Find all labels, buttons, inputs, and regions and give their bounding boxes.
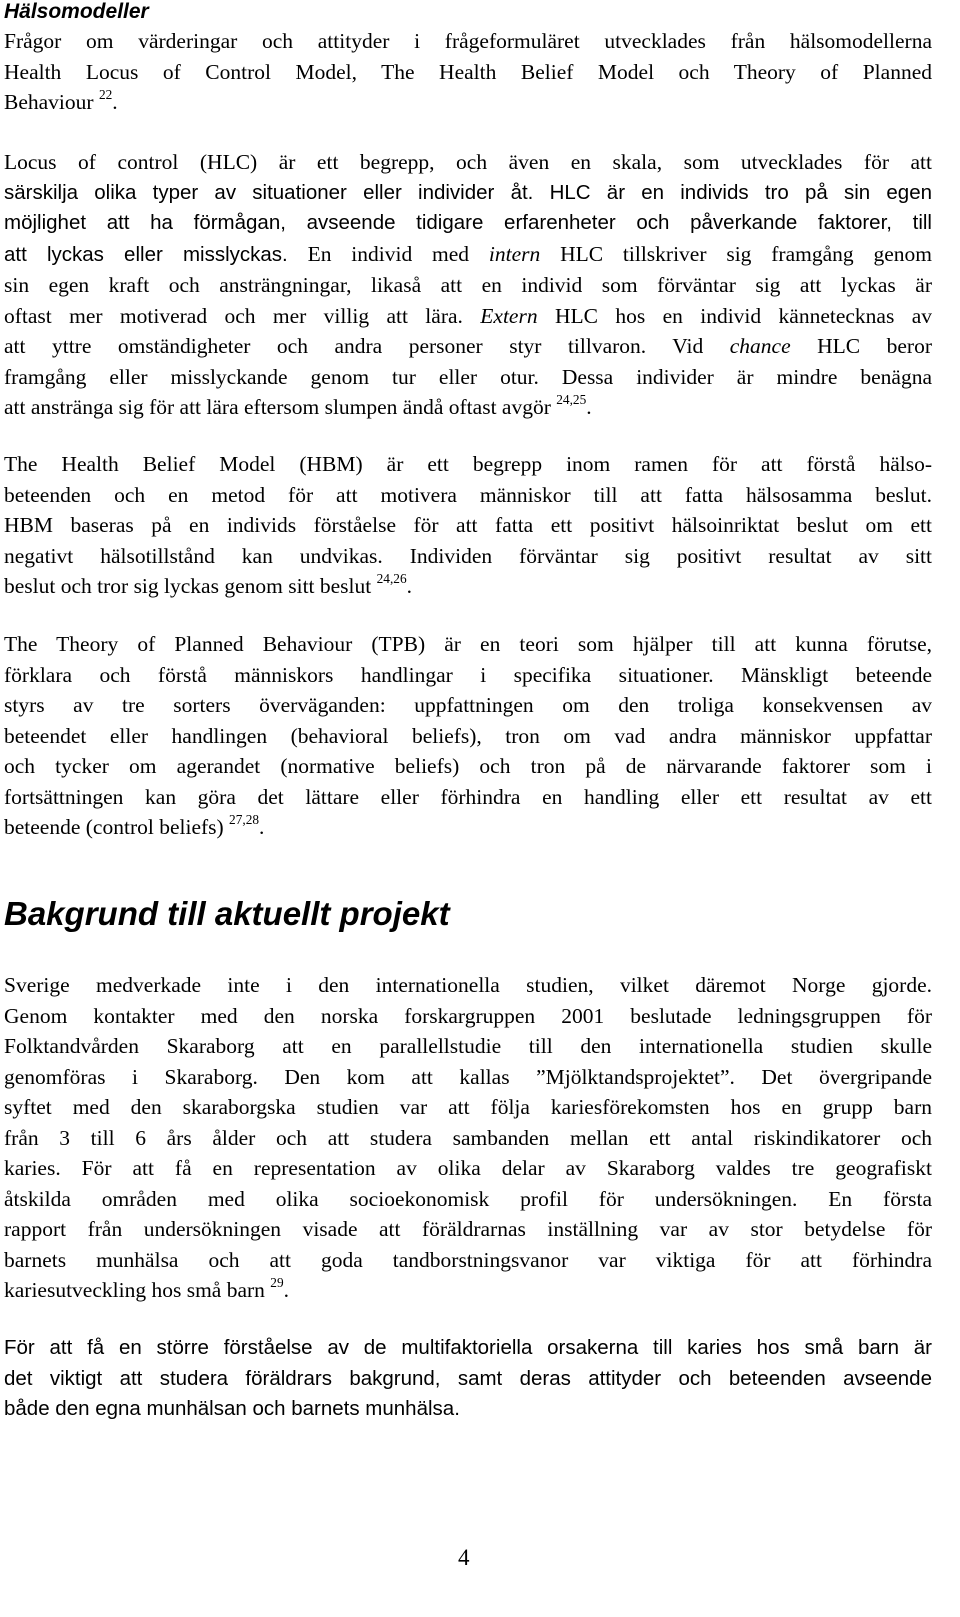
text-line: och tycker om agerandet (normative beliefs) och tron på de närvarande faktorer som i [4, 754, 932, 778]
text-line [4, 301, 932, 332]
text-line: framgång eller misslyckande genom tur eller otur. Dessa individer är mindre benägna [4, 364, 932, 389]
citation-superscript: 24,25 [556, 392, 587, 408]
heading-text: Bakgrund till aktuellt projekt [4, 895, 450, 932]
text-span: . [259, 815, 265, 839]
citation-superscript: 22 [98, 87, 113, 103]
text-line: negativt hälsotillstånd kan undvikas. Individen förväntar sig positivt resultat av sitt [4, 543, 932, 568]
text-line [4, 392, 932, 423]
text-line: barnets munhälsa och att goda tandborstningsvanor var viktiga för att förhindra [4, 1247, 932, 1272]
text-line: rapport från undersökningen visade att föräldrarnas inställning var av stor betydelse för [4, 1217, 932, 1241]
text-line: både den egna munhälsan och barnets munhälsa. [4, 1397, 460, 1420]
text-span: . [112, 90, 118, 114]
text-span: beslut och tror sig lyckas genom sitt beslut [4, 574, 377, 598]
text-span: beteende (control beliefs) [4, 815, 230, 839]
text-line: För att få en större förståelse av de multifaktoriella orsakerna till karies hos små barn är [4, 1336, 932, 1359]
text-line: Locus of control (HLC) är ett begrepp, och även en skala, som utvecklades för att [4, 150, 932, 174]
text-line: från 3 till 6 års ålder och att studera sambanden mellan ett antal riskindikatorer och [4, 1125, 932, 1150]
text-line: Frågor om värderingar och attityder i frågeformuläret utvecklades från hälsomodellerna [4, 29, 932, 53]
text-line: möjlighet att ha förmågan, avseende tidigare erfarenheter och påverkande faktorer, till [4, 211, 932, 234]
paragraph-intro [4, 26, 932, 118]
text-span: Behaviour [4, 90, 99, 114]
text-line: HBM baseras på en individs förståelse för att fatta ett positivt hälsoinriktat beslut om ett [4, 513, 932, 537]
text-span: att anstränga sig för att lära eftersom slumpen ändå oftast avgör [4, 395, 557, 419]
text-line [4, 571, 932, 602]
text-span: . [586, 395, 592, 419]
emphasis-text: Extern [480, 303, 538, 328]
emphasis-text: intern [488, 241, 541, 266]
paragraph-bakgrund [4, 970, 932, 1306]
citation-superscript: 29 [270, 1275, 284, 1291]
text-span: att yttre omständigheter och andra personer styr tillvaron. Vid [4, 334, 730, 358]
text-span: HLC beror [790, 334, 932, 358]
text-line [4, 812, 932, 843]
text-line: Genom kontakter med den norska forskargruppen 2001 beslutade ledningsgruppen för [4, 1003, 932, 1028]
text-line: syftet med den skaraborgska studien var att följa kariesförekomsten hos en grupp barn [4, 1095, 932, 1119]
section-heading-bakgrund [4, 894, 932, 934]
text-line: The Health Belief Model (HBM) är ett begrepp inom ramen för att förstå hälso- [4, 452, 932, 476]
paragraph-orsaker [4, 1333, 932, 1425]
text-line: Folktandvården Skaraborg att en parallellstudie till den internationella studien skulle [4, 1034, 932, 1058]
citation-superscript: 27,28 [229, 812, 260, 828]
citation-superscript: 24,26 [376, 571, 407, 587]
paragraph-hlc [4, 147, 932, 423]
paragraph-tpb [4, 629, 932, 843]
heading-text: Hälsomodeller [4, 0, 149, 23]
text-line: Health Locus of Control Model, The Health Belief Model och Theory of Planned [4, 59, 932, 84]
text-span: att lyckas eller misslyckas. [4, 242, 288, 266]
text-line: sin egen kraft och ansträngningar, likaså att en individ som förväntar sig att lyckas är [4, 273, 932, 297]
text-span: kariesutveckling hos små barn [4, 1278, 271, 1302]
text-line: fortsättningen kan göra det lättare eller förhindra en handling eller ett resultat av ett [4, 784, 932, 809]
text-line: The Theory of Planned Behaviour (TPB) är en teori som hjälper till att kunna förutse, [4, 632, 932, 656]
text-span: . [406, 574, 412, 598]
text-line: det viktigt att studera föräldrars bakgrund, samt deras attityder och beteenden avseende [4, 1366, 932, 1390]
text-span: . [283, 1278, 289, 1302]
text-line: Sverige medverkade inte i den internationella studien, vilket däremot Norge gjorde. [4, 973, 932, 997]
text-span: oftast mer motiverad och mer villig att lära. [4, 303, 481, 328]
text-line [4, 1275, 932, 1306]
text-span: HLC tillskriver sig framgång genom [540, 241, 932, 266]
text-line: styrs av tre sorters överväganden: uppfattningen om den troliga konsekvensen av [4, 693, 932, 717]
text-line: åtskilda områden med olika socioekonomisk profil för undersökningen. En första [4, 1186, 932, 1211]
text-line [4, 239, 932, 271]
text-line: beteendet eller handlingen (behavioral beliefs), tron om vad andra människor uppfattar [4, 723, 932, 748]
section-heading-halsomodeller [4, 0, 932, 24]
text-line: beteenden och en metod för att motivera människor till att fatta hälsosamma beslut. [4, 482, 932, 507]
paragraph-hbm [4, 449, 932, 602]
text-line [4, 87, 932, 118]
text-line: karies. För att få en representation av olika delar av Skaraborg valdes tre geografiskt [4, 1156, 932, 1180]
text-line: förklara och förstå människors handlingar i specifika situationer. Mänskligt beteende [4, 662, 932, 687]
text-span: HLC hos en individ kännetecknas av [537, 303, 932, 328]
text-span: En individ med [287, 241, 489, 266]
emphasis-text: chance [729, 334, 791, 358]
text-line [4, 331, 932, 362]
text-line: genomföras i Skaraborg. Den kom att kallas ”Mjölktandsprojektet”. Det övergripande [4, 1064, 932, 1089]
text-line: särskilja olika typer av situationer eller individer åt. HLC är en individs tro på sin egen [4, 180, 932, 204]
page-number: 4 [458, 1545, 470, 1570]
